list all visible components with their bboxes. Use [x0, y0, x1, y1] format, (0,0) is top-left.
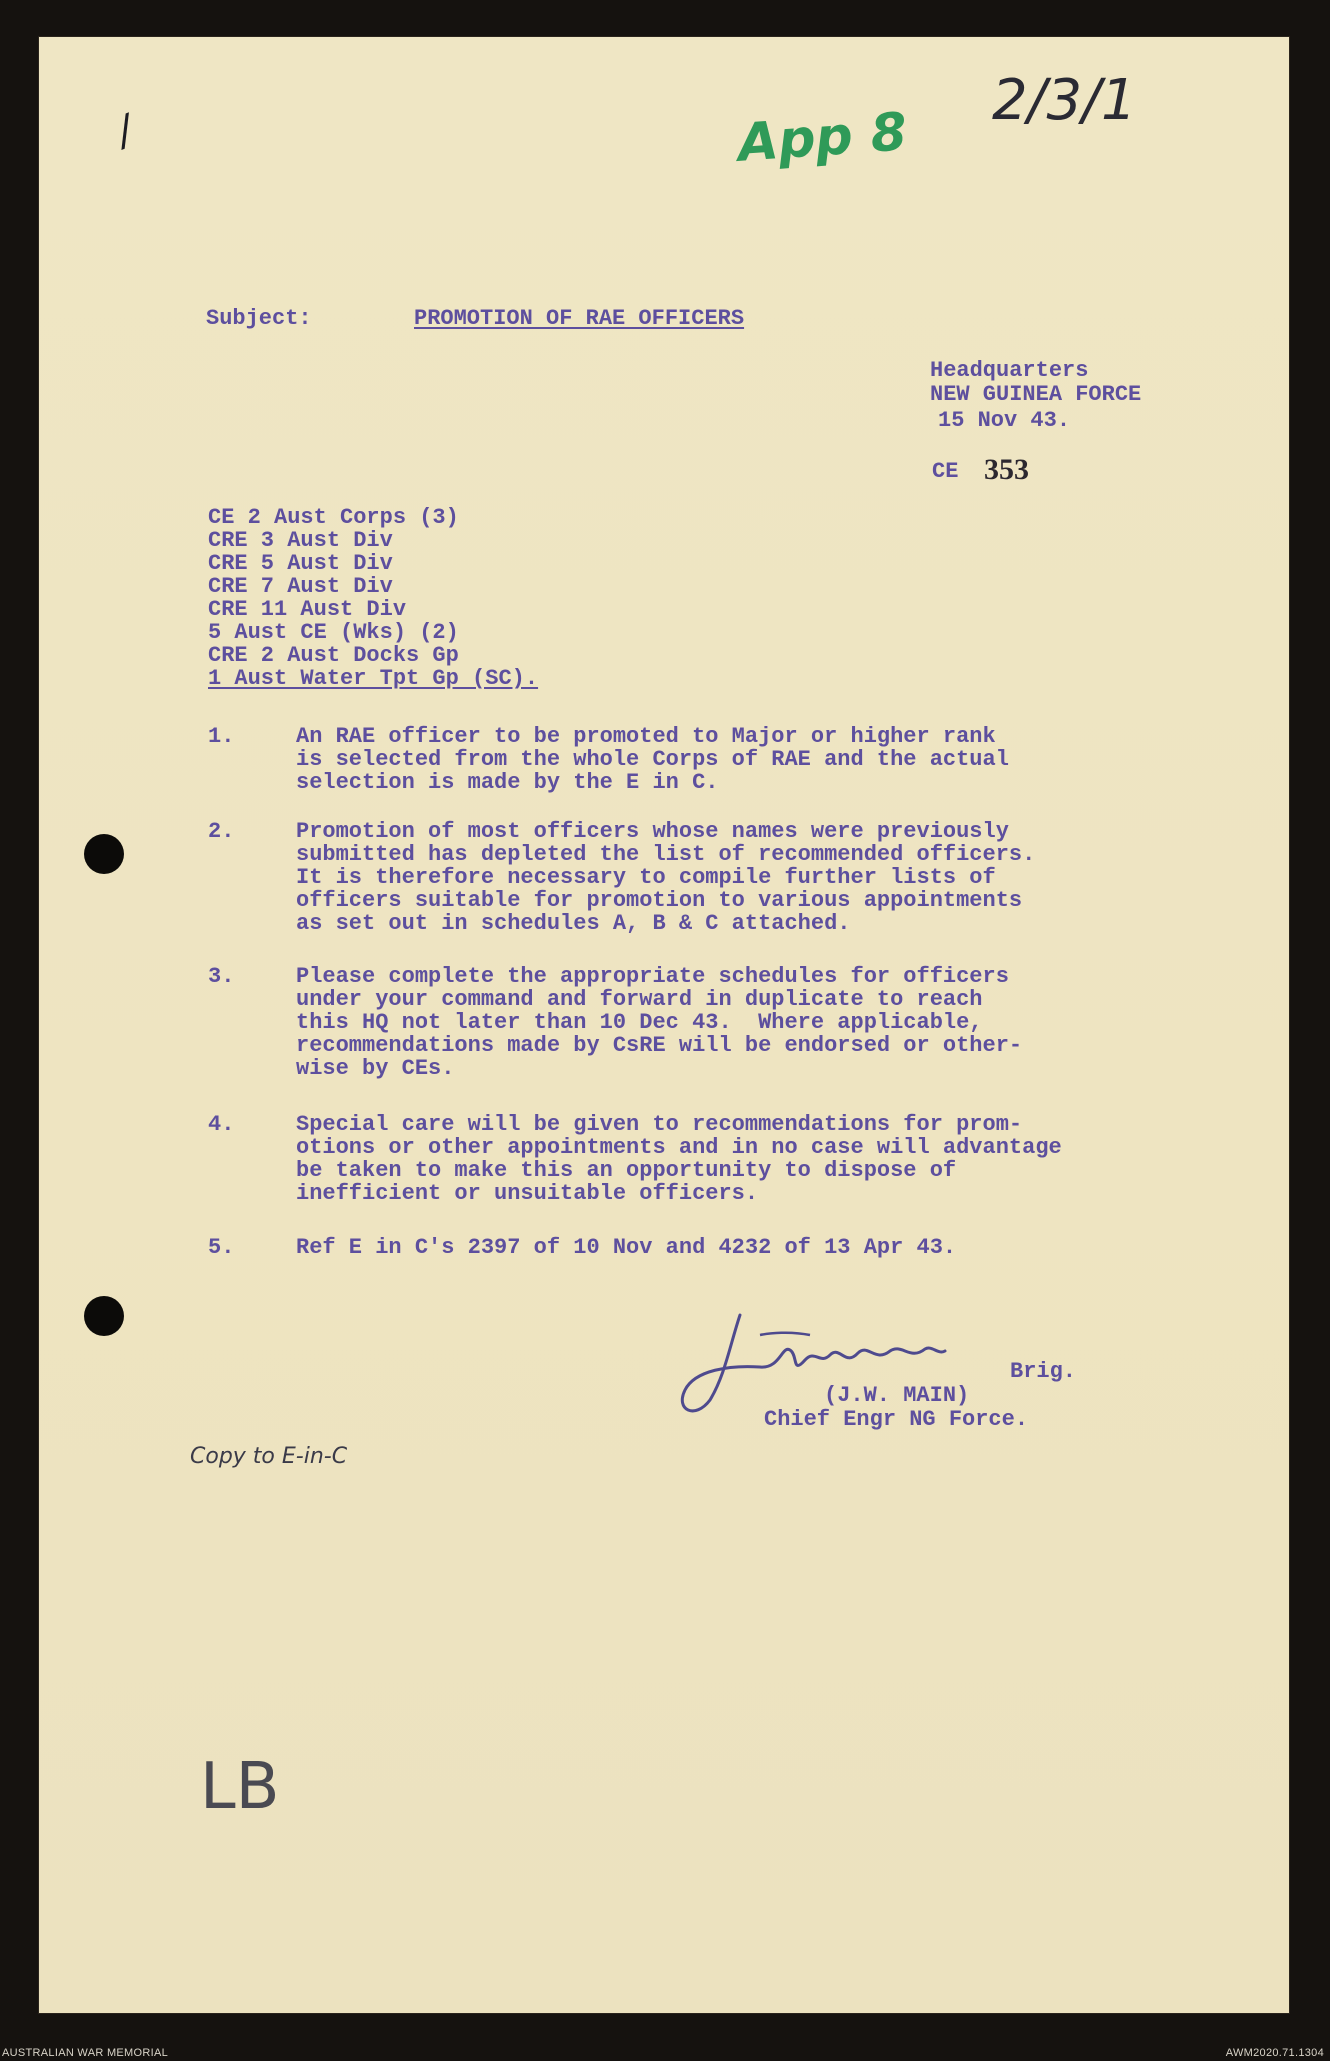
- paragraph-line: Special care will be given to recommendations for prom-: [296, 1112, 1023, 1137]
- paragraph-line: be taken to make this an opportunity to dispose of: [296, 1158, 957, 1183]
- paragraph-line: submitted has depleted the list of recommended officers.: [296, 842, 1036, 867]
- paragraph-line: as set out in schedules A, B & C attached.: [296, 911, 851, 936]
- signature-typed-name: (J.W. MAIN): [824, 1383, 970, 1408]
- paragraph-number: 5.: [208, 1235, 235, 1260]
- footer-accession: AWM2020.71.1304: [1225, 2047, 1324, 2059]
- sender-hq: Headquarters: [930, 358, 1089, 383]
- addressee-item: 5 Aust CE (Wks) (2): [208, 620, 459, 645]
- paragraph-line: It is therefore necessary to compile further lists of: [296, 865, 996, 890]
- addressee-item: CRE 3 Aust Div: [208, 528, 393, 553]
- subject-title: PROMOTION OF RAE OFFICERS: [414, 306, 745, 331]
- paragraph-line: An RAE officer to be promoted to Major or higher rank: [296, 724, 996, 749]
- punch-hole: [84, 1296, 124, 1336]
- paragraph-line: Ref E in C's 2397 of 10 Nov and 4232 of 13 Apr 43.: [296, 1235, 957, 1260]
- signature-title: Chief Engr NG Force.: [764, 1407, 1029, 1432]
- paragraph-line: this HQ not later than 10 Dec 43. Where applicable,: [296, 1010, 983, 1035]
- initials-mark: LB: [200, 1750, 280, 1824]
- paragraph-line: under your command and forward in duplicate to reach: [296, 987, 983, 1012]
- paragraph-number: 4.: [208, 1112, 235, 1137]
- punch-hole: [84, 834, 124, 874]
- appendix-mark: App 8: [736, 102, 909, 174]
- paragraph-line: officers suitable for promotion to various appointments: [296, 888, 1023, 913]
- paragraph-line: is selected from the whole Corps of RAE and the actual: [296, 747, 1009, 772]
- paragraph-number: 2.: [208, 819, 235, 844]
- paragraph-line: inefficient or unsuitable officers.: [296, 1181, 759, 1206]
- addressee-item: CRE 5 Aust Div: [208, 551, 393, 576]
- left-margin-mark: /: [110, 107, 139, 155]
- paragraph-line: otions or other appointments and in no case will advantage: [296, 1135, 1062, 1160]
- paragraph-number: 3.: [208, 964, 235, 989]
- copy-note: Copy to E-in-C: [190, 1444, 348, 1469]
- file-reference: 2/3/1: [992, 68, 1137, 133]
- sender-force: NEW GUINEA FORCE: [930, 382, 1142, 407]
- addressee-item: 1 Aust Water Tpt Gp (SC).: [208, 666, 539, 691]
- paragraph-line: selection is made by the E in C.: [296, 770, 719, 795]
- footer-archive: AUSTRALIAN WAR MEMORIAL: [2, 2047, 169, 2059]
- addressee-item: CRE 7 Aust Div: [208, 574, 393, 599]
- reference-number: 353: [984, 453, 1029, 486]
- paragraph-line: recommendations made by CsRE will be endorsed or other-: [296, 1033, 1023, 1058]
- paragraph-number: 1.: [208, 724, 235, 749]
- reference-prefix: CE: [932, 459, 959, 484]
- addressee-list: [208, 506, 538, 690]
- paragraph-line: wise by CEs.: [296, 1056, 455, 1081]
- subject-label: Subject:: [206, 306, 312, 331]
- paragraph-line: Promotion of most officers whose names were previously: [296, 819, 1009, 844]
- paragraph-line: Please complete the appropriate schedules for officers: [296, 964, 1009, 989]
- signature-rank: Brig.: [1010, 1359, 1077, 1384]
- sender-date: 15 Nov 43.: [938, 408, 1071, 433]
- addressee-item: CRE 2 Aust Docks Gp: [208, 643, 459, 668]
- addressee-item: CE 2 Aust Corps (3): [208, 505, 459, 530]
- addressee-item: CRE 11 Aust Div: [208, 597, 407, 622]
